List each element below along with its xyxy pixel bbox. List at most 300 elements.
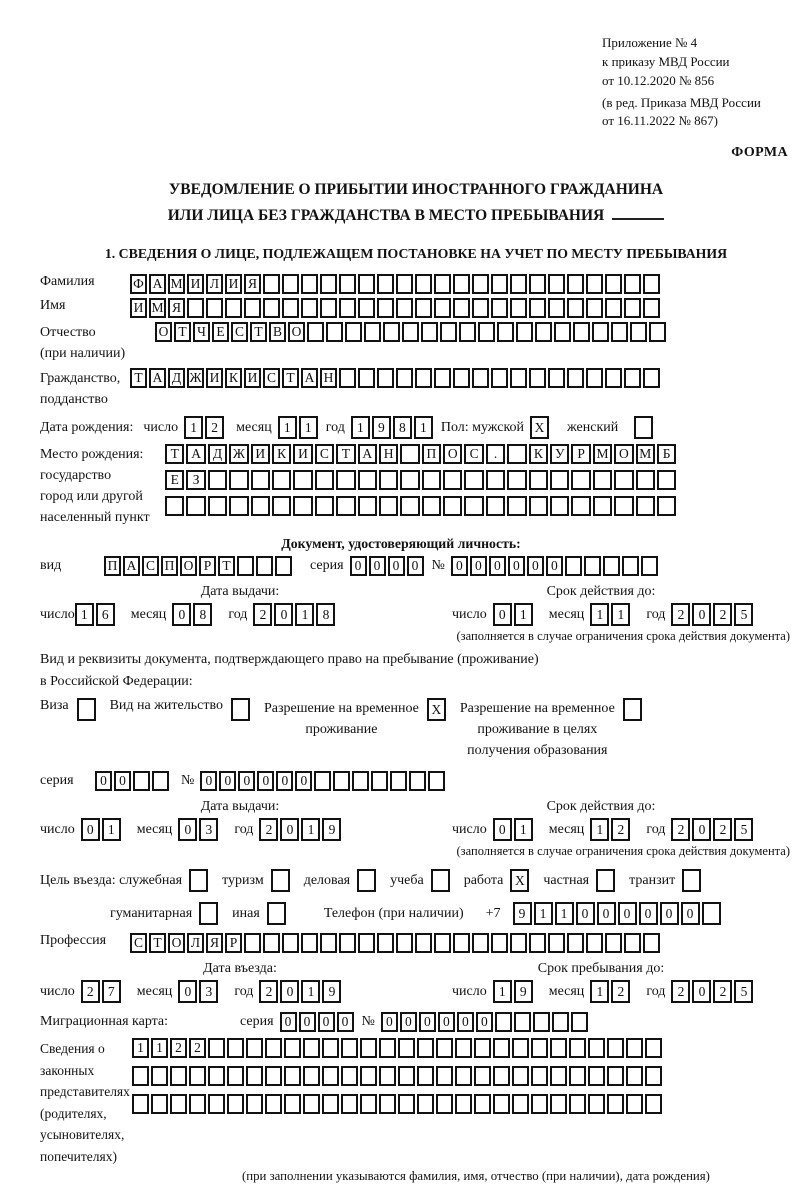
char-cell: О: [614, 444, 633, 464]
char-cell: И: [187, 274, 204, 294]
char-cell: [398, 1066, 415, 1086]
year-label: год: [646, 606, 666, 622]
char-cell: [358, 274, 375, 294]
form-label: ФОРМА: [731, 145, 788, 161]
char-cell: [333, 771, 350, 791]
char-cell: [246, 1094, 263, 1114]
representatives-boxes-row3: [132, 1094, 664, 1114]
char-cell: [645, 1038, 662, 1058]
char-cell: [170, 1066, 187, 1086]
entry-day-boxes: [81, 980, 123, 1003]
doc-issue-year-boxes: [253, 603, 337, 626]
char-cell: О: [288, 322, 305, 342]
month-label: месяц: [548, 821, 585, 837]
entry-date-group: [40, 980, 440, 1003]
purpose-other-checkbox: [267, 902, 288, 925]
purpose-tourism-option: [222, 869, 292, 892]
char-cell: С: [263, 368, 280, 388]
char-cell: [567, 933, 584, 953]
purpose-row2: [40, 902, 792, 925]
char-cell: [535, 322, 552, 342]
stay-until-group: [440, 980, 792, 1003]
permit-valid-heading: Срок действия до:: [546, 799, 656, 815]
patronymic-row: [40, 322, 792, 364]
char-cell: [189, 1094, 206, 1114]
purpose-official-option: [40, 869, 210, 892]
residence-doc-line2: в Российской Федерации:: [40, 674, 193, 690]
doc-valid-year-boxes: [671, 603, 755, 626]
char-cell: [326, 322, 343, 342]
revision-line: (в ред. Приказа МВД России: [602, 94, 761, 110]
birth-place-boxes-row3: [165, 496, 678, 516]
char-cell: И: [251, 444, 270, 464]
stay-day-boxes: [493, 980, 535, 1003]
form-title-line2-text: ИЛИ ЛИЦА БЕЗ ГРАЖДАНСТВА В МЕСТО ПРЕБЫВАНИЯ: [167, 206, 605, 224]
char-cell: [569, 1094, 586, 1114]
char-cell: [507, 496, 526, 516]
stay-until-heading: Срок пребывания до:: [537, 961, 665, 977]
char-cell: [396, 933, 413, 953]
char-cell: [510, 368, 527, 388]
representatives-boxes-row1: [132, 1038, 664, 1058]
char-cell: [208, 470, 227, 490]
char-cell: Ч: [193, 322, 210, 342]
appendix-line: к приказу МВД России: [602, 53, 730, 69]
char-cell: [649, 322, 666, 342]
char-cell: З: [186, 470, 205, 490]
char-cell: 0: [95, 771, 112, 791]
char-cell: [265, 1094, 282, 1114]
edu-permit-label-line2: проживание в целях: [477, 722, 598, 738]
char-cell: П: [104, 556, 121, 576]
char-cell: 0: [400, 1012, 417, 1032]
char-cell: [272, 470, 291, 490]
char-cell: 0: [257, 771, 274, 791]
permit-series-label: серия: [40, 773, 74, 789]
char-cell: Д: [168, 368, 185, 388]
char-cell: [186, 496, 205, 516]
purpose-transit-label: транзит: [629, 872, 676, 888]
char-cell: [550, 1094, 567, 1114]
purpose-study-option: [390, 869, 452, 892]
char-cell: М: [168, 274, 185, 294]
char-cell: [422, 470, 441, 490]
day-label: число: [40, 821, 75, 837]
char-cell: [244, 298, 261, 318]
entry-year-boxes: [259, 980, 343, 1003]
visa-option: [40, 698, 98, 721]
char-cell: [464, 470, 483, 490]
char-cell: Т: [282, 368, 299, 388]
char-cell: [358, 368, 375, 388]
char-cell: 0: [81, 818, 100, 841]
char-cell: 2: [611, 980, 630, 1003]
char-cell: [231, 698, 250, 721]
representatives-label-line: усыновителях,: [40, 1127, 125, 1143]
edu-permit-checkbox: [623, 698, 644, 721]
char-cell: [472, 298, 489, 318]
char-cell: [571, 496, 590, 516]
section1-heading: 1. СВЕДЕНИЯ О ЛИЦЕ, ПОДЛЕЖАЩЕМ ПОСТАНОВКЕ НА УЧЕТ ПО МЕСТУ ПРЕБЫВАНИЯ: [104, 246, 728, 262]
char-cell: 2: [713, 818, 732, 841]
char-cell: [548, 298, 565, 318]
year-label: год: [228, 606, 248, 622]
char-cell: И: [130, 298, 147, 318]
sex-male-label: Пол: мужской: [440, 419, 525, 435]
sex-female-label: женский: [567, 419, 619, 435]
migration-card-row: [40, 1012, 792, 1032]
char-cell: [303, 1094, 320, 1114]
edu-permit-label: [460, 698, 615, 761]
char-cell: [550, 470, 569, 490]
representatives-label: [40, 1038, 132, 1167]
birth-day-boxes: [184, 416, 226, 439]
doc-issue-heading: Дата выдачи:: [200, 584, 280, 600]
char-cell: 2: [713, 603, 732, 626]
char-cell: [151, 1094, 168, 1114]
char-cell: [510, 298, 527, 318]
char-cell: 0: [388, 556, 405, 576]
char-cell: 2: [671, 818, 690, 841]
char-cell: [453, 274, 470, 294]
char-cell: И: [293, 444, 312, 464]
char-cell: [315, 496, 334, 516]
char-cell: [282, 274, 299, 294]
char-cell: [377, 298, 394, 318]
char-cell: [592, 322, 609, 342]
char-cell: [284, 1094, 301, 1114]
char-cell: [251, 470, 270, 490]
char-cell: [491, 933, 508, 953]
char-cell: [339, 298, 356, 318]
char-cell: [605, 274, 622, 294]
char-cell: 0: [493, 603, 512, 626]
char-cell: [586, 274, 603, 294]
char-cell: Т: [149, 933, 166, 953]
purpose-official-checkbox: [189, 869, 210, 892]
char-cell: 5: [734, 980, 753, 1003]
char-cell: К: [272, 444, 291, 464]
char-cell: 3: [199, 818, 218, 841]
char-cell: [507, 444, 526, 464]
char-cell: [237, 556, 254, 576]
citizenship-label-line1: Гражданство,: [40, 371, 121, 387]
char-cell: [622, 556, 639, 576]
visa-checkbox: [77, 698, 98, 721]
purpose-transit-checkbox: [682, 869, 703, 892]
doc-valid-day-boxes: [493, 603, 535, 626]
year-label: год: [646, 821, 666, 837]
doc-series-label: серия: [310, 558, 344, 574]
char-cell: [455, 1038, 472, 1058]
char-cell: [472, 368, 489, 388]
char-cell: [377, 274, 394, 294]
char-cell: [495, 1012, 512, 1032]
char-cell: [607, 1066, 624, 1086]
char-cell: У: [550, 444, 569, 464]
char-cell: 0: [597, 902, 616, 925]
char-cell: [275, 556, 292, 576]
char-cell: [643, 274, 660, 294]
purpose-tourism-label: туризм: [222, 872, 264, 888]
permit-issue-date-group: [40, 818, 440, 841]
representatives-boxes-row2: [132, 1066, 664, 1086]
purpose-study-checkbox: [431, 869, 452, 892]
day-label: число: [452, 983, 487, 999]
doc-dates-row: [40, 603, 792, 626]
edu-permit-label-line3: получения образования: [467, 743, 608, 759]
char-cell: Ж: [187, 368, 204, 388]
char-cell: [398, 1038, 415, 1058]
char-cell: 2: [671, 603, 690, 626]
char-cell: [244, 933, 261, 953]
char-cell: [434, 933, 451, 953]
char-cell: [531, 1066, 548, 1086]
phone-boxes: [513, 902, 723, 925]
char-cell: [493, 1038, 510, 1058]
char-cell: [554, 322, 571, 342]
char-cell: [199, 902, 218, 925]
char-cell: 8: [316, 603, 335, 626]
char-cell: Ж: [229, 444, 248, 464]
char-cell: 1: [75, 603, 94, 626]
char-cell: [548, 368, 565, 388]
char-cell: [132, 1094, 149, 1114]
char-cell: 0: [660, 902, 679, 925]
char-cell: [529, 933, 546, 953]
representatives-note: (при заполнении указываются фамилия, имя, отчество (при наличии), дата рождения): [242, 1169, 710, 1184]
char-cell: [607, 1094, 624, 1114]
char-cell: [550, 1038, 567, 1058]
char-cell: [567, 274, 584, 294]
char-cell: [491, 298, 508, 318]
char-cell: [206, 298, 223, 318]
char-cell: 0: [280, 1012, 297, 1032]
char-cell: 2: [189, 1038, 206, 1058]
char-cell: Н: [379, 444, 398, 464]
char-cell: [486, 496, 505, 516]
char-cell: 2: [259, 818, 278, 841]
char-cell: О: [443, 444, 462, 464]
char-cell: X: [530, 416, 549, 439]
char-cell: [443, 470, 462, 490]
char-cell: 2: [81, 980, 100, 1003]
char-cell: М: [593, 444, 612, 464]
char-cell: [626, 1094, 643, 1114]
char-cell: 1: [351, 416, 370, 439]
char-cell: [571, 1012, 588, 1032]
char-cell: П: [161, 556, 178, 576]
char-cell: [314, 771, 331, 791]
char-cell: [358, 496, 377, 516]
char-cell: 0: [200, 771, 217, 791]
phone-prefix: +7: [485, 905, 501, 921]
mc-series-label: серия: [240, 1014, 274, 1030]
char-cell: [507, 470, 526, 490]
doc-valid-date-group: [440, 603, 792, 626]
char-cell: 9: [372, 416, 391, 439]
birth-month-boxes: [278, 416, 320, 439]
char-cell: Л: [187, 933, 204, 953]
char-cell: [573, 322, 590, 342]
surname-label: Фамилия: [40, 274, 95, 290]
char-cell: [282, 298, 299, 318]
char-cell: 1: [534, 902, 553, 925]
char-cell: [263, 274, 280, 294]
char-cell: [417, 1038, 434, 1058]
char-cell: 0: [114, 771, 131, 791]
char-cell: И: [225, 274, 242, 294]
char-cell: [571, 470, 590, 490]
birth-date-row: [40, 416, 792, 439]
char-cell: [398, 1094, 415, 1114]
char-cell: [263, 933, 280, 953]
char-cell: 0: [238, 771, 255, 791]
day-label: число: [40, 983, 75, 999]
char-cell: [301, 274, 318, 294]
char-cell: [474, 1066, 491, 1086]
title-underline: [612, 218, 664, 220]
char-cell: [636, 496, 655, 516]
char-cell: 2: [205, 416, 224, 439]
char-cell: [208, 1038, 225, 1058]
month-label: месяц: [136, 821, 173, 837]
char-cell: [436, 1094, 453, 1114]
char-cell: [472, 933, 489, 953]
char-cell: 1: [132, 1038, 149, 1058]
char-cell: [623, 698, 642, 721]
char-cell: 2: [259, 980, 278, 1003]
char-cell: Т: [165, 444, 184, 464]
char-cell: [227, 1094, 244, 1114]
char-cell: [702, 902, 721, 925]
char-cell: 1: [184, 416, 203, 439]
char-cell: [453, 298, 470, 318]
name-label: Имя: [40, 298, 66, 314]
purpose-work-checkbox: [510, 869, 531, 892]
char-cell: [626, 1066, 643, 1086]
char-cell: 0: [280, 980, 299, 1003]
char-cell: [453, 368, 470, 388]
char-cell: [341, 1066, 358, 1086]
char-cell: [341, 1094, 358, 1114]
char-cell: [358, 933, 375, 953]
profession-boxes: [130, 933, 662, 953]
month-label: месяц: [130, 606, 167, 622]
char-cell: [360, 1094, 377, 1114]
doc-number-label: №: [431, 558, 445, 574]
char-cell: [550, 1066, 567, 1086]
char-cell: [588, 1094, 605, 1114]
profession-row: [40, 933, 792, 953]
char-cell: Т: [250, 322, 267, 342]
doc-valid-heading: Срок действия до:: [546, 584, 656, 600]
char-cell: [379, 1038, 396, 1058]
doc-issue-date-group: [40, 603, 440, 626]
char-cell: [443, 496, 462, 516]
char-cell: [624, 368, 641, 388]
char-cell: [339, 368, 356, 388]
char-cell: [358, 298, 375, 318]
char-cell: [548, 274, 565, 294]
char-cell: [643, 933, 660, 953]
permit-dates-headings: [40, 799, 792, 815]
char-cell: А: [186, 444, 205, 464]
char-cell: [322, 1094, 339, 1114]
char-cell: 1: [514, 818, 533, 841]
char-cell: 0: [419, 1012, 436, 1032]
edu-permit-option: [460, 698, 644, 761]
char-cell: [301, 298, 318, 318]
birth-place-block: [40, 444, 792, 528]
char-cell: 1: [514, 603, 533, 626]
char-cell: 0: [681, 902, 700, 925]
char-cell: [645, 1066, 662, 1086]
phone-label: Телефон (при наличии): [323, 905, 464, 921]
char-cell: [322, 1066, 339, 1086]
char-cell: 0: [489, 556, 506, 576]
char-cell: [402, 322, 419, 342]
char-cell: 1: [102, 818, 121, 841]
char-cell: [614, 496, 633, 516]
char-cell: [227, 1066, 244, 1086]
char-cell: [336, 470, 355, 490]
patronymic-boxes: [155, 322, 668, 342]
state-label: государство: [40, 468, 112, 484]
char-cell: 6: [96, 603, 115, 626]
char-cell: X: [510, 869, 529, 892]
char-cell: 1: [151, 1038, 168, 1058]
identity-doc-heading: Документ, удостоверяющий личность:: [281, 536, 521, 552]
char-cell: 0: [546, 556, 563, 576]
char-cell: 1: [590, 603, 609, 626]
char-cell: 1: [295, 603, 314, 626]
char-cell: 0: [470, 556, 487, 576]
char-cell: [569, 1038, 586, 1058]
form-title: [40, 177, 792, 228]
permit-issue-heading: Дата выдачи:: [200, 799, 280, 815]
char-cell: [533, 1012, 550, 1032]
entry-dates-headings: [40, 961, 792, 977]
char-cell: [588, 1038, 605, 1058]
year-label: год: [646, 983, 666, 999]
temp-permit-label: [264, 698, 419, 740]
doc-kind-label: вид: [40, 558, 62, 574]
appendix-line: Приложение № 4: [602, 35, 698, 50]
char-cell: [307, 322, 324, 342]
char-cell: С: [315, 444, 334, 464]
char-cell: [422, 496, 441, 516]
revision-line: от 16.11.2022 № 867): [602, 113, 719, 129]
char-cell: [548, 933, 565, 953]
char-cell: [493, 1094, 510, 1114]
char-cell: [459, 322, 476, 342]
temp-permit-checkbox: [427, 698, 448, 721]
char-cell: 9: [322, 980, 341, 1003]
char-cell: [339, 274, 356, 294]
char-cell: 8: [193, 603, 212, 626]
char-cell: 2: [671, 980, 690, 1003]
char-cell: Я: [206, 933, 223, 953]
char-cell: 0: [493, 818, 512, 841]
appendix-line: от 10.12.2020 № 856: [602, 72, 715, 88]
permit-series-row: [40, 771, 792, 791]
char-cell: М: [149, 298, 166, 318]
purpose-business-label: деловая: [303, 872, 351, 888]
char-cell: [593, 470, 612, 490]
char-cell: [229, 496, 248, 516]
char-cell: [246, 1066, 263, 1086]
